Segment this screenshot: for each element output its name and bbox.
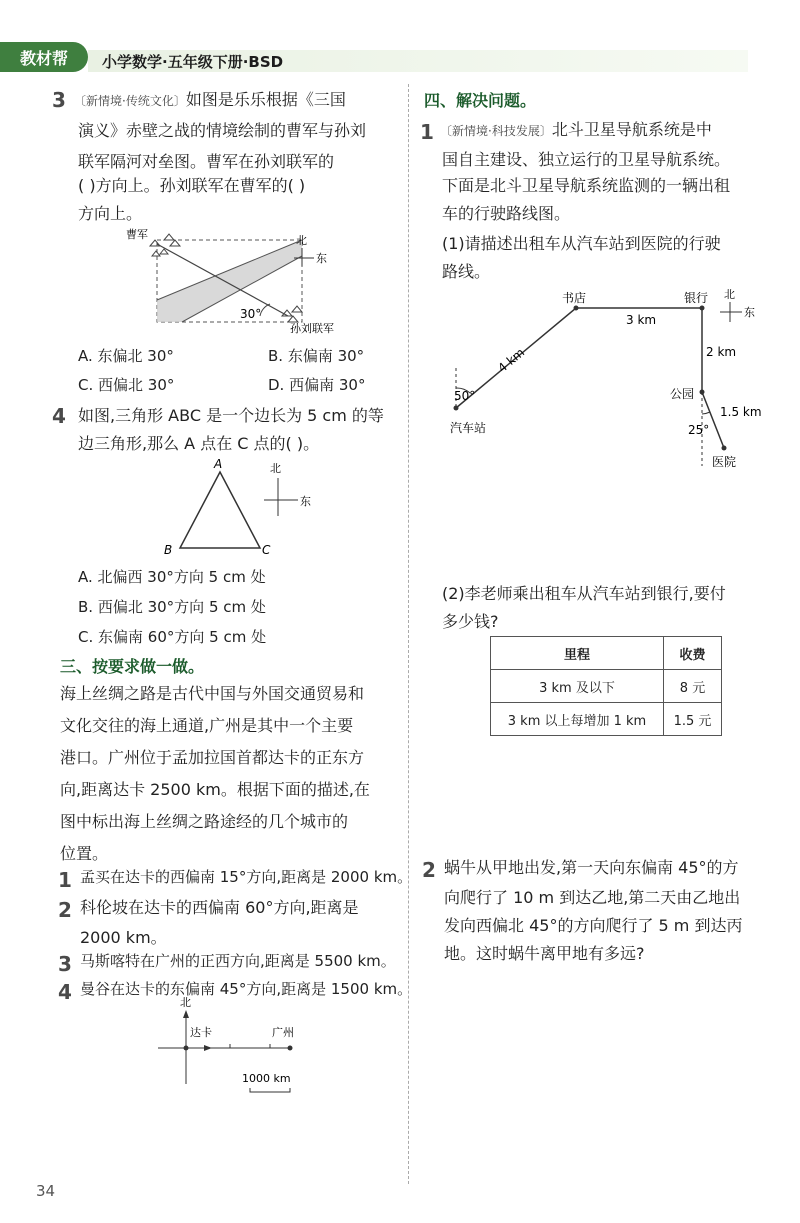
s3-scale-label: 1000 km [242, 1072, 291, 1085]
q3-line1-text: 如图是乐乐根据《三国 [185, 90, 346, 109]
s3-guangzhou-point [288, 1046, 293, 1051]
section3-title: 三、按要求做一做。 [60, 657, 205, 676]
fare-row2-distance: 3 km 以上每增加 1 km [491, 703, 664, 736]
fare-row1-distance: 3 km 及以下 [491, 670, 664, 703]
q3-line3: 联军隔河对垒图。曹军在孙刘联军的 [78, 152, 335, 171]
q4-triangle [180, 472, 260, 548]
dist-station-bookstore: 4 km [495, 345, 528, 376]
map-north-label: 北 [724, 288, 735, 301]
q4-line1: 如图,三角形 ABC 是一个边长为 5 cm 的等 [78, 406, 384, 425]
fare-row2-fee: 1.5 元 [664, 703, 722, 736]
s3-item1-text: 孟买在达卡的西偏南 15°方向,距离是 2000 km。 [80, 868, 413, 886]
table-row [491, 703, 722, 736]
q3-number: 3 [52, 88, 66, 112]
station-label: 汽车站 [450, 421, 487, 435]
q3-option-c[interactable]: C. 西偏北 30° [78, 376, 175, 394]
q4-label-c: C [262, 543, 271, 557]
q3-option-b[interactable]: B. 东偏南 30° [268, 347, 365, 365]
s3-item4-text: 曼谷在达卡的东偏南 45°方向,距离是 1500 km。 [80, 980, 413, 998]
header-badge: 教材帮 [0, 42, 88, 72]
s3-east-arrow [204, 1045, 212, 1051]
s3-guangzhou-label: 广州 [272, 1026, 294, 1039]
s4-q1-line1-text: 北斗卫星导航系统是中 [551, 120, 712, 139]
bank-label: 银行 [684, 291, 709, 305]
bookstore-label: 书店 [562, 291, 587, 305]
dist-park-hospital: 1.5 km [720, 405, 762, 419]
angle-park-label: 25° [688, 423, 710, 437]
q4-label-a: A [214, 458, 223, 471]
s3-north-label: 北 [180, 996, 191, 1009]
s3-item3-text: 马斯喀特在广州的正西方向,距离是 5500 km。 [80, 952, 396, 970]
q4-east-label: 东 [300, 495, 311, 508]
hospital-point [722, 446, 727, 451]
page-number: 34 [36, 1182, 56, 1200]
section3-para-6: 位置。 [60, 844, 109, 863]
s4-q2-line1: 蜗牛从甲地出发,第一天向东偏南 45°的方 [444, 858, 739, 877]
s3-item1-number: 1 [58, 868, 72, 892]
s4-q2-line3: 发向西偏北 45°的方向爬行了 5 m 到达丙 [444, 916, 743, 935]
column-divider [408, 84, 409, 1184]
s4-q1-sub1b: 路线。 [442, 262, 491, 281]
q3-option-a[interactable]: A. 东偏北 30° [78, 347, 174, 365]
table-row [491, 670, 722, 703]
park-label: 公园 [670, 387, 695, 401]
fare-header-fee: 收费 [664, 637, 722, 670]
s3-item2-text: 科伦坡在达卡的西偏南 60°方向,距离是 [80, 898, 359, 917]
q3-line5: 方向上。 [78, 204, 143, 223]
q3-option-d[interactable]: D. 西偏南 30° [268, 376, 366, 394]
q3-sunliu-label: 孙刘联军 [290, 322, 334, 335]
s4-q1-tag: 〔新情境·科技发展〕 [440, 124, 552, 138]
section3-para-5: 图中标出海上丝绸之路途经的几个城市的 [60, 812, 349, 831]
q3-line4: ( )方向上。孙刘联军在曹军的( ) [78, 176, 306, 195]
section3-para-4: 向,距离达卡 2500 km。根据下面的描述,在 [60, 780, 370, 799]
dist-bank-park: 2 km [706, 345, 737, 359]
q3-east-label: 东 [316, 252, 327, 265]
q3-line2: 演义》赤壁之战的情境绘制的曹军与孙刘 [78, 121, 367, 140]
q4-option-c[interactable]: C. 东偏南 60°方向 5 cm 处 [78, 628, 267, 646]
s3-dhaka-point [184, 1046, 189, 1051]
s3-item2-text2: 2000 km。 [80, 928, 167, 947]
q4-line2: 边三角形,那么 A 点在 C 点的( )。 [78, 434, 320, 453]
fare-row1-fee: 8 元 [664, 670, 722, 703]
s3-north-arrow [183, 1010, 189, 1018]
q4-option-a[interactable]: A. 北偏西 30°方向 5 cm 处 [78, 568, 266, 586]
section4-title: 四、解决问题。 [424, 91, 537, 110]
q4-number: 4 [52, 404, 66, 428]
section3-para-3: 港口。广州位于孟加拉国首都达卡的正东方 [60, 748, 365, 767]
fare-header-distance: 里程 [491, 637, 664, 670]
fare-table-header-row [491, 637, 722, 670]
s4-q1-line3: 下面是北斗卫星导航系统监测的一辆出租 [442, 176, 731, 195]
s4-q2-line4: 地。这时蜗牛离甲地有多远? [444, 944, 645, 963]
section3-para-2: 文化交往的海上通道,广州是其中一个主要 [60, 716, 354, 735]
angle-station-label: 50° [454, 389, 476, 403]
s4-q1-sub2a: (2)李老师乘出租车从汽车站到银行,要付 [442, 584, 726, 603]
angle-arc-park [702, 412, 710, 414]
q3-river-figure [120, 226, 360, 338]
q4-label-b: B [164, 543, 173, 557]
s4-q1-line1 [440, 114, 712, 147]
s3-map-figure [150, 992, 320, 1102]
bookstore-point [574, 306, 579, 311]
q4-option-b[interactable]: B. 西偏北 30°方向 5 cm 处 [78, 598, 266, 616]
s4-q1-line2: 国自主建设、独立运行的卫星导航系统。 [442, 150, 731, 169]
s4-q1-line4: 车的行驶路线图。 [442, 204, 571, 223]
q3-caojun-label: 曹军 [126, 228, 148, 241]
route-line [456, 308, 724, 448]
s4-q2-number: 2 [422, 858, 436, 882]
q4-north-label: 北 [270, 462, 281, 475]
s3-scale-bar [250, 1088, 290, 1092]
fare-table [490, 636, 722, 736]
s4-q1-number: 1 [420, 120, 434, 144]
q3-tag: 〔新情境·传统文化〕 [74, 94, 186, 108]
s4-q2-line2: 向爬行了 10 m 到达乙地,第二天由乙地出 [444, 888, 741, 907]
dist-bookstore-bank: 3 km [626, 313, 657, 327]
q3-river [157, 240, 302, 322]
q3-angle-label: 30° [240, 307, 262, 321]
s3-dhaka-label: 达卡 [190, 1026, 212, 1039]
s4-q1-sub1a: (1)请描述出租车从汽车站到医院的行驶 [442, 234, 721, 253]
taxi-route-map [430, 284, 780, 474]
q3-line1 [74, 84, 346, 117]
s3-item4-number: 4 [58, 980, 72, 1004]
q3-north-label: 北 [296, 234, 307, 247]
map-east-label: 东 [744, 306, 755, 319]
q4-triangle-figure [160, 458, 320, 558]
s4-q1-sub2b: 多少钱? [442, 612, 499, 631]
section3-para-1: 海上丝绸之路是古代中国与外国交通贸易和 [60, 684, 365, 703]
bank-point [700, 306, 705, 311]
header-title: 小学数学·五年级下册·BSD [88, 50, 748, 72]
s3-item3-number: 3 [58, 952, 72, 976]
hospital-label: 医院 [712, 455, 737, 469]
s3-item2-number: 2 [58, 898, 72, 922]
caojun-camp-icon [150, 234, 180, 256]
